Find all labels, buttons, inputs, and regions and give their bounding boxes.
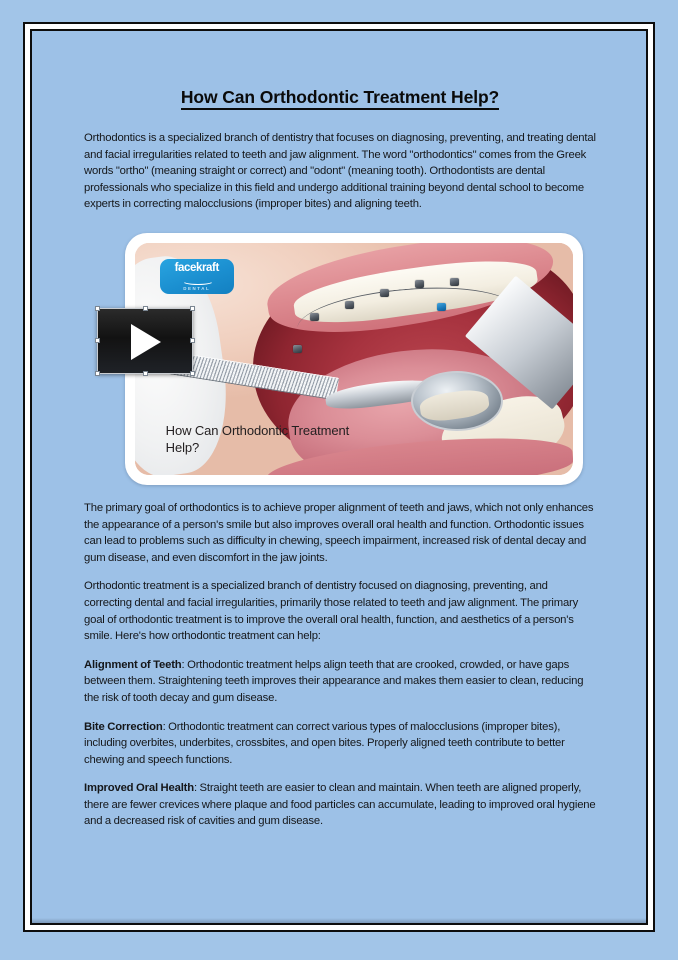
page-frame-inner: [30, 29, 648, 925]
benefit-body: : Orthodontic treatment helps align teeth that are crooked, crowded, or have gaps between them. Straightening teeth improves their appearance and makes them easier to clean, reducing the risk of tooth decay and gum disease.: [84, 658, 584, 704]
smile-arc-icon: [182, 277, 214, 285]
benefit-improved-oral-health: [84, 780, 596, 830]
benefit-alignment-of-teeth: [84, 657, 596, 707]
photo-bracket: [293, 345, 302, 353]
resize-handle-bottom-right[interactable]: [190, 371, 195, 376]
video-thumbnail-card[interactable]: [125, 233, 583, 485]
video-thumbnail-image: [135, 243, 573, 475]
photo-mirror-reflection: [418, 388, 490, 424]
benefit-heading: Improved Oral Health: [84, 782, 194, 795]
resize-handle-bottom-center[interactable]: [143, 371, 148, 376]
benefit-bite-correction: [84, 719, 596, 769]
benefit-heading: Bite Correction: [84, 720, 163, 733]
resize-handle-middle-left[interactable]: [95, 338, 100, 343]
paragraph-intro: Orthodontics is a specialized branch of dentistry that focuses on diagnosing, preventing, and treating dental and facial irregularities related to teeth and jaw alignment. The word "orthodontics" comes from the Greek words "ortho" (meaning straight or correct) and "odont" (meaning tooth). Orthodontists are dental professionals who specialize in this field and undergo additional training beyond dental school to become experts in correcting malocclusions (improper bites) and aligning teeth.: [84, 132, 596, 211]
benefit-body: : Straight teeth are easier to clean and maintain. When teeth are aligned properly, there are fewer crevices where plaque and food particles can accumulate, leading to improved oral hygiene and a decreased risk of cavities and gum disease.: [84, 782, 596, 828]
benefit-body: : Orthodontic treatment can correct various types of malocclusions (improper bites), including overbites, underbites, crossbites, and open bites. Properly aligned teeth contribute to better chewing and speech functions.: [84, 720, 565, 766]
facekraft-logo-wordmark: facekraft: [174, 262, 219, 275]
play-icon: [131, 324, 161, 360]
figure-caption-overlay: How Can Orthodontic Treatment Help?: [165, 423, 350, 456]
page-title-text: How Can Orthodontic Treatment Help?: [181, 87, 499, 110]
photo-bracket: [310, 313, 319, 321]
paragraph-goal: The primary goal of orthodontics is to achieve proper alignment of teeth and jaws, which not only enhances the appearance of a person's smile but also improves overall oral health and function. Orthodontic issues can lead to problems such as difficulty in chewing, speech impairment, increased risk of dental decay and gum disease, and even discomfort in the jaw joints.: [84, 501, 594, 564]
facekraft-logo-subtitle: DENTAL: [183, 286, 211, 291]
document-body: [32, 31, 646, 923]
facekraft-logo: [160, 259, 234, 294]
photo-bracket: [380, 289, 389, 297]
resize-handle-top-left[interactable]: [95, 306, 100, 311]
photo-mouth-mirror: [411, 371, 503, 431]
resize-handle-bottom-left[interactable]: [95, 371, 100, 376]
photo-bracket-blue: [437, 303, 446, 311]
photo-bracket: [415, 280, 424, 288]
benefit-heading: Alignment of Teeth: [84, 658, 182, 671]
resize-handle-top-center[interactable]: [143, 306, 148, 311]
page-frame-outer: [23, 22, 655, 932]
paragraph-treatment: Orthodontic treatment is a specialized branch of dentistry focused on diagnosing, preventing, and correcting dental and facial irregularities, primarily those related to teeth and jaw alignment. The primary goal of orthodontic treatment is to improve the overall oral health, function, and aesthetics of a person's smile. Here's how orthodontic treatment can help:: [84, 580, 579, 643]
video-play-button[interactable]: [97, 308, 193, 374]
photo-bracket: [345, 301, 354, 309]
figure-video-block: [84, 225, 596, 496]
resize-handle-middle-right[interactable]: [190, 338, 195, 343]
page-title: [84, 31, 596, 108]
resize-handle-top-right[interactable]: [190, 306, 195, 311]
photo-bracket: [450, 278, 459, 286]
